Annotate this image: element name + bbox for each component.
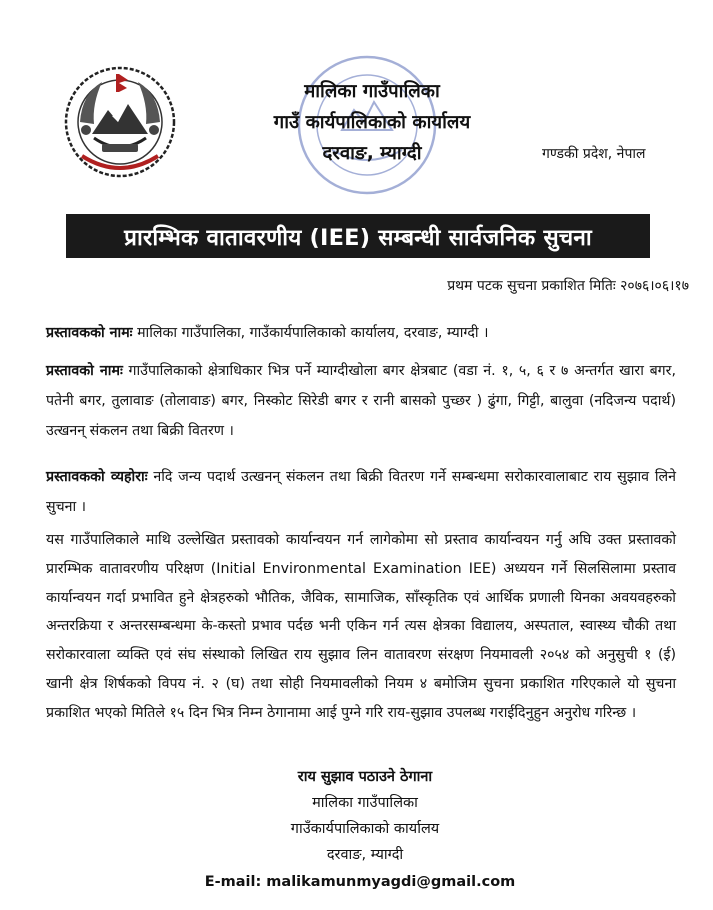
- first-published-date: प्रथम पटक सुचना प्रकाशित मितिः २०७६।०६।१७: [447, 278, 689, 294]
- contact-email[interactable]: E-mail: malikamunmyagdi@gmail.com: [204, 874, 516, 890]
- nepal-emblem-icon: [62, 64, 178, 180]
- proposal-paragraph: [46, 356, 676, 446]
- proposal-value: गाउँपालिकाको क्षेत्राधिकार भित्र पर्ने म्याग्दीखोला बगर क्षेत्रबाट (वडा नं. १, ५, ६ र ७ अन्तर्गत खारा बगर, पतेनी बगर, तुलावाङ (तोलावाङ) बगर, निस्कोट सिरेडी बगर र रानी बासको पुच्छर ) ढुंगा, गिट्टी, बालुवा (नदिजन्य पदार्थ) उत्खनन् संकलन तथा बिक्री वितरण ।: [46, 363, 676, 439]
- subject-paragraph: [46, 462, 676, 522]
- address-line-3: दरवाङ, म्याग्दी: [326, 847, 404, 863]
- office-subtitle: गाउँ कार्यपालिकाको कार्यालय: [273, 112, 471, 133]
- address-line-1: मालिका गाउँपालिका: [312, 795, 418, 811]
- proponent-label: प्रस्तावकको नामः: [46, 325, 133, 341]
- office-location: दरवाङ, म्याग्दी: [322, 143, 422, 164]
- province-label: गण्डकी प्रदेश, नेपाल: [542, 146, 646, 162]
- subject-value: नदि जन्य पदार्थ उत्खनन् संकलन तथा बिक्री वितरण गर्ने सम्बन्धमा सरोकारवालाबाट राय सुझाव लिने सुचना ।: [46, 469, 677, 515]
- address-line-2: गाउँकार्यपालिकाको कार्यालय: [290, 821, 440, 837]
- office-name: मालिका गाउँपालिका: [304, 81, 440, 102]
- subject-label: प्रस्तावकको व्यहोराः: [46, 469, 148, 485]
- notice-title-banner: प्रारम्भिक वातावरणीय (IEE) सम्बन्धी सार्वजनिक सुचना: [66, 214, 650, 258]
- submission-address: [200, 764, 530, 868]
- proponent-value: मालिका गाउँपालिका, गाउँकार्यपालिकाको कार्यालय, दरवाङ, म्याग्दी ।: [137, 325, 489, 341]
- address-heading: राय सुझाव पठाउने ठेगाना: [297, 769, 433, 785]
- office-header: [222, 76, 522, 169]
- proponent-paragraph: [46, 318, 676, 348]
- notice-body: यस गाउँपालिकाले माथि उल्लेखित प्रस्तावको कार्यान्वयन गर्न लागेकोमा सो प्रस्ताव कार्यान्वयन गर्नु अघि उक्त प्रस्तावको प्रारम्भिक वातावरणीय परिक्षण (Initial Environmental Examination IEE) अध्ययन गर्ने सिलसिलामा प्रस्ताव कार्यान्वयन गर्दा प्रभावित हुने क्षेत्रहरुको भौतिक, जैविक, सामाजिक, साँस्कृतिक एवं आर्थिक प्रणाली यिनका अवयवहरुको अन्तरक्रिया र अन्तरसम्बन्धमा के-कस्तो प्रभाव पर्दछ भनी एकिन गर्न त्यस क्षेत्रका विद्यालय, अस्पताल, स्वास्थ्य चौकी तथा सरोकारवाला व्यक्ति एवं संघ संस्थाको लिखित राय सुझाव लिन वातावरण संरक्षण नियमावली २०५४ को अनुसुची १ (ई) खानी क्षेत्र शिर्षकको विपय नं. २ (घ) तथा सोही नियमावलीको नियम ४ बमोजिम सुचना प्रकाशित गरिएकाले यो सुचना प्रकाशित भएको मितिले १५ दिन भित्र निम्न ठेगानामा आई पुग्ने गरि राय-सुझाव उपलब्ध गराईदिनुहुन अनुरोध गरिन्छ ।: [46, 532, 676, 721]
- proposal-label: प्रस्तावको नामः: [46, 363, 123, 379]
